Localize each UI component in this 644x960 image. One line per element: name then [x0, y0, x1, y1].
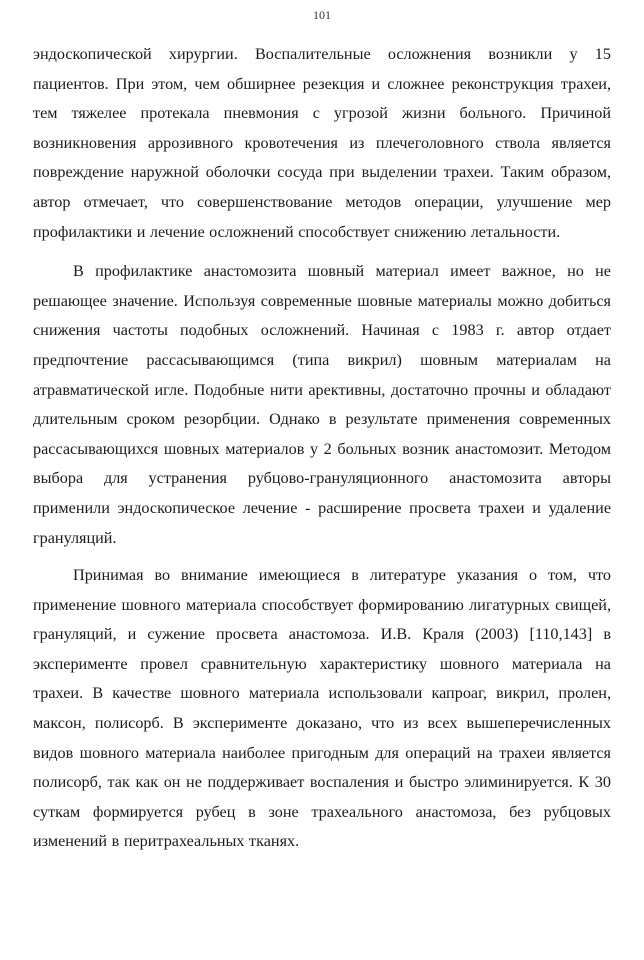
- page-body: [33, 40, 611, 857]
- paragraph-2: В профилактике анастомозита шовный материал имеет важное, но не решающее значение. Используя современные шовные материалы можно добиться снижения частоты подобных осложнений. Начиная с 1983 г. автор отдает предпочтение рассасывающимся (типа викрил) шовным материалам на атравматической игле. Подобные нити арективны, достаточно прочны и обладают длительным сроком резорбции. Однако в результате применения современных рассасывающихся шовных материалов у 2 больных возник анастомозит. Методом выбора для устранения рубцово-грануляционного анастомозита авторы применили эндоскопическое лечение - расширение просвета трахеи и удаление грануляций.: [33, 262, 611, 547]
- paragraph-1: эндоскопической хирургии. Воспалительные осложнения возникли у 15 пациентов. При этом, чем обширнее резекция и сложнее реконструкция трахеи, тем тяжелее протекала пневмония с угрозой жизни больного. Причиной возникновения аррозивного кровотечения из плечеголовного ствола является повреждение наружной оболочки сосуда при выделении трахеи. Таким образом, автор отмечает, что совершенствование методов операции, улучшение мер профилактики и лечение осложнений способствует снижению летальности.: [33, 45, 611, 241]
- page-number: 101: [313, 8, 331, 22]
- paragraph-3: Принимая во внимание имеющиеся в литературе указания о том, что применение шовного материала способствует формированию лигатурных свищей, грануляций, и сужение просвета анастомоза. И.В. Краля (2003) [110,143] в эксперименте провел сравнительную характеристику шовного материала на трахеи. В качестве шовного материала использовали капроаг, викрил, пролен, максон, полисорб. В эксперименте доказано, что из всех вышеперечисленных видов шовного материала наиболее пригодным для операций на трахеи является полисорб, так как он не поддерживает воспаления и быстро элиминируется. К 30 суткам формируется рубец в зоне трахеального анастомоза, без рубцовых изменений в перитрахеальных тканях.: [33, 566, 611, 851]
